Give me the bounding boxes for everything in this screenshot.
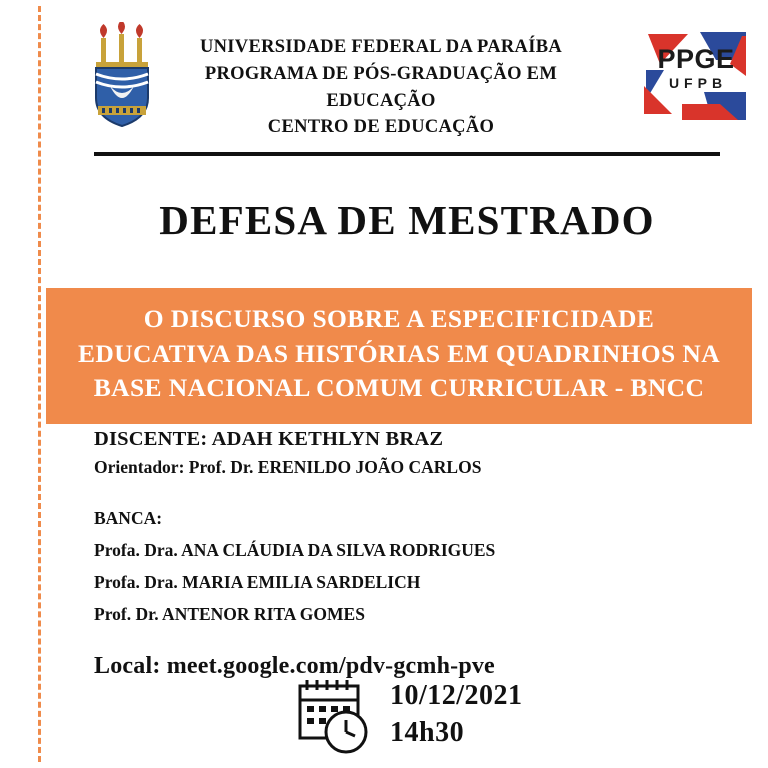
thesis-title-line-1: O DISCURSO SOBRE A ESPECIFICIDADE [143,304,655,333]
committee-label: BANCA: [94,508,163,528]
meeting-link-line[interactable]: Local: meet.google.com/pdv-gcmh-pve [94,653,495,679]
ppge-ufpb-logo [642,30,750,122]
defense-time: 14h30 [390,716,465,748]
committee-member: Profa. Dra. MARIA EMILIA SARDELICH [94,572,421,592]
page-title: DEFESA DE MESTRADO [159,197,655,243]
poster-page [46,0,768,768]
header-divider [94,152,720,156]
poster-header [46,0,768,150]
calendar-clock-icon [294,676,378,756]
thesis-title-banner [46,288,752,424]
defense-date: 10/12/2021 [390,680,523,711]
ufpb-crest-icon [84,22,160,128]
thesis-title-line-3: BASE NACIONAL COMUM CURRICULAR - BNCC [93,373,705,403]
ppge-logo-text [642,46,750,94]
dashed-border-line [38,6,41,762]
date-time-text [390,678,523,752]
left-decorative-strip [0,0,46,768]
date-time-block [294,676,614,758]
institution-line-3: CENTRO DE EDUCAÇÃO [267,117,495,138]
committee-member: Prof. Dr. ANTENOR RITA GOMES [94,604,365,624]
ppge-logo-small-text: UFPB [668,75,728,91]
institution-line-2: PROGRAMA DE PÓS-GRADUAÇÃO EM EDUCAÇÃO [204,63,558,111]
committee-member: Profa. Dra. ANA CLÁUDIA DA SILVA RODRIGUES [94,540,496,560]
defense-info [94,428,734,680]
student-line: DISCENTE: ADAH KETHLYN BRAZ [94,428,444,450]
thesis-title-line-2: EDUCATIVA DAS HISTÓRIAS EM QUADRINHOS NA [77,338,721,368]
institution-line-1: UNIVERSIDADE FEDERAL DA PARAÍBA [199,37,563,57]
ppge-logo-big-text: PPGE [657,44,735,74]
institution-titles [166,34,596,141]
advisor-line: Orientador: Prof. Dr. ERENILDO JOÃO CARLOS [94,457,482,477]
